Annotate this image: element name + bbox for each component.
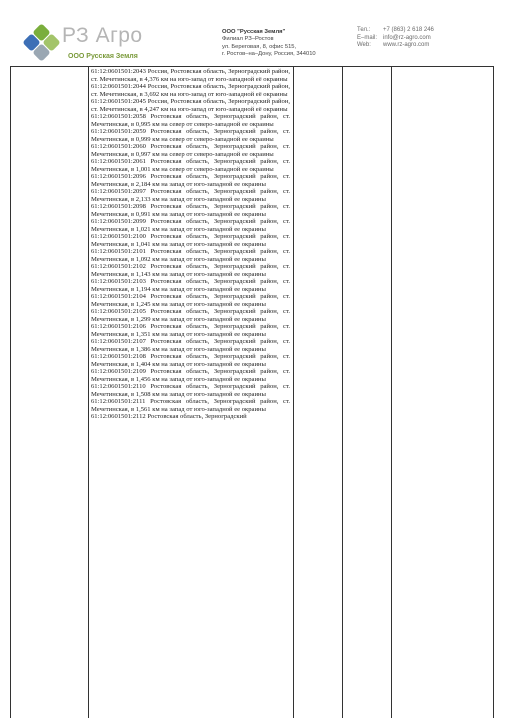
parcel-entry: 61:12:0601501:2107 Ростовская область, Зерноградский район, ст. Мечетинская, в 1,386 км на запад от юго-западной ее окраины (91, 338, 290, 353)
web-row (357, 42, 434, 50)
contact-block (357, 27, 434, 50)
parcel-entry: 61:12:0601501:2097 Ростовская область, Зерноградский район, ст. Мечетинская, в 2,133 км на запад от юго-западной ее окраины (91, 188, 290, 203)
parcel-table (10, 66, 494, 718)
column-divider (493, 67, 494, 718)
parcel-entry: 61:12:0601501:2106 Ростовская область, Зерноградский район, ст. Мечетинская, в 1,351 км на запад от юго-западной ее окраины (91, 323, 290, 338)
column-divider (342, 67, 343, 718)
web-value: www.rz-agro.com (383, 42, 430, 49)
brand-subtitle: ООО Русская Земля (68, 53, 138, 60)
parcel-entry: 61:12:0601501:2058 Ростовская область, Зерноградский район, ст. Мечетинская, в 0,995 км на север от северо-западной ее окраины (91, 113, 290, 128)
web-label: Web: (357, 42, 371, 49)
email-value: info@rz-agro.com (383, 34, 431, 41)
parcel-entry: 61:12:0601501:2101 Ростовская область, Зерноградский район, ст. Мечетинская, в 1,092 км на запад от юго-западной ее окраины (91, 248, 290, 263)
parcel-entry: 61:12:0601501:2103 Ростовская область, Зерноградский район, ст. Мечетинская, в 1,194 км на запад от юго-западной ее окраины (91, 278, 290, 293)
parcel-entry: 61:12:0601501:2098 Ростовская область, Зерноградский район, ст. Мечетинская, в 0,991 км на запад от юго-западной ее окраины (91, 203, 290, 218)
parcel-entry: 61:12:0601501:2045 Россия, Ростовская область, Зерноградский район, ст. Мечетинская, в 4,247 км на юго-запад от юго-западной её окраины (91, 98, 290, 113)
parcel-entry: 61:12:0601501:2096 Ростовская область, Зерноградский район, ст. Мечетинская, в 2,184 км на запад от юго-западной ее окраины (91, 173, 290, 188)
parcel-entry: 61:12:0601501:2059 Ростовская область, Зерноградский район, ст. Мечетинская, в 0,999 км на север от северо-западной ее окраины (91, 128, 290, 143)
parcel-entry: 61:12:0601501:2100 Ростовская область, Зерноградский район, ст. Мечетинская, в 1,041 км на запад от юго-западной ее окраины (91, 233, 290, 248)
company-logo-icon (24, 26, 58, 60)
parcel-entry: 61:12:0601501:2110 Ростовская область, Зерноградский район, ст. Мечетинская, в 1,508 км на запад от юго-западной ее окраины (91, 383, 290, 398)
column-divider (391, 67, 392, 718)
parcel-entry: 61:12:0601501:2099 Ростовская область, Зерноградский район, ст. Мечетинская, в 1,021 км на запад от юго-западной ее окраины (91, 218, 290, 233)
parcel-entry: 61:12:0601501:2108 Ростовская область, Зерноградский район, ст. Мечетинская, в 1,404 км на запад от юго-западной ее окраины (91, 353, 290, 368)
email-row (357, 35, 434, 43)
letterhead (0, 0, 507, 66)
organization-address (222, 29, 316, 59)
column-divider (88, 67, 89, 718)
parcel-entry: 61:12:0601501:2060 Ростовская область, Зерноградский район, ст. Мечетинская, в 0,997 км на север от северо-западной ее окраины (91, 143, 290, 158)
parcel-entry: 61:12:0601501:2044 Россия, Ростовская область, Зерноградский район, ст. Мечетинская, в 3,692 км на юго-запад от юго-западной её окраины (91, 83, 290, 98)
parcel-entry: 61:12:0601501:2111 Ростовская область, Зерноградский район, ст. Мечетинская, в 1,561 км на запад от юго-западной ее окраины (91, 398, 290, 413)
email-label: E–mail: (357, 34, 378, 41)
brand-name: РЗ Агро (62, 24, 143, 47)
street-address: ул. Береговая, 8, офис 515, (222, 43, 297, 50)
phone-row (357, 27, 434, 35)
parcel-entry: 61:12:0601501:2105 Ростовская область, Зерноградский район, ст. Мечетинская, в 1,299 км на запад от юго-западной ее окраины (91, 308, 290, 323)
column-divider (293, 67, 294, 718)
parcel-entry: 61:12:0601501:2061 Ростовская область, Зерноградский район, ст. Мечетинская, в 1,001 км на север от северо-западной ее окраины (91, 158, 290, 173)
phone-label: Тел.: (357, 27, 371, 33)
parcel-entry: 61:12:0601501:2112 Ростовская область, Зерноградский (91, 413, 247, 420)
city-address: г. Ростов–на–Дону, Россия, 344010 (222, 51, 316, 58)
parcel-entry: 61:12:0601501:2109 Ростовская область, Зерноградский район, ст. Мечетинская, в 1,456 км на запад от юго-западной ее окраины (91, 368, 290, 383)
parcel-entry: 61:12:0601501:2043 Россия, Ростовская область, Зерноградский район, ст. Мечетинская, в 4,376 км на юго-запад от юго-западной её окраины (91, 68, 290, 83)
parcel-entry: 61:12:0601501:2102 Ростовская область, Зерноградский район, ст. Мечетинская, в 1,143 км на запад от юго-западной ее окраины (91, 263, 290, 278)
branch-name: Филиал РЗ–Ростов (222, 36, 274, 43)
parcel-list-cell (91, 68, 290, 421)
phone-value: +7 (863) 2 618 246 (383, 27, 434, 33)
organization-name: ООО "Русская Земля" (222, 29, 286, 35)
parcel-entry: 61:12:0601501:2104 Ростовская область, Зерноградский район, ст. Мечетинская, в 1,245 км на запад от юго-западной ее окраины (91, 293, 290, 308)
